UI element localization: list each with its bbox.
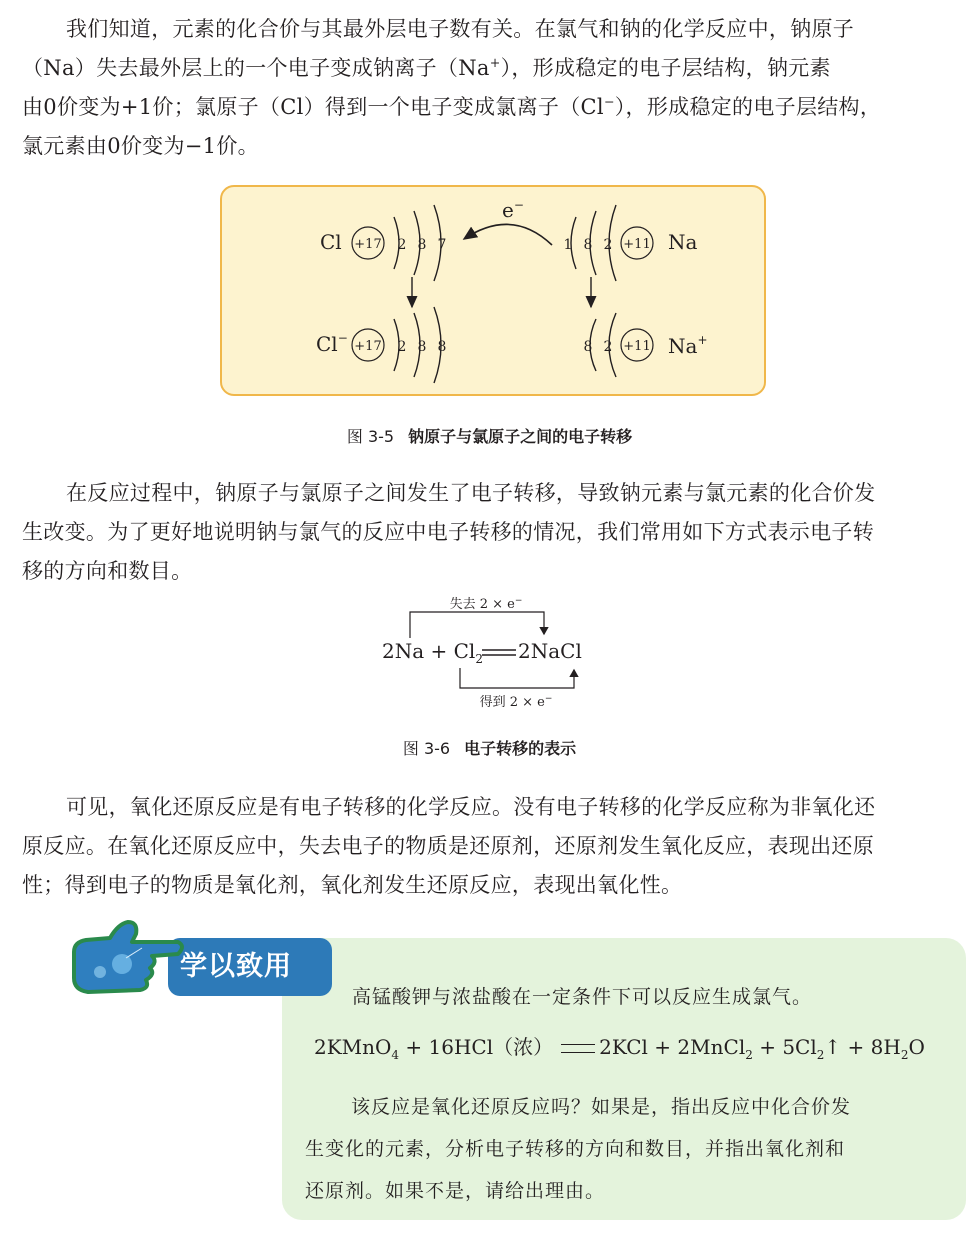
text-line: 性；得到电子的物质是氧化剂，氧化剂发生还原反应，表现出氧化性。 — [22, 873, 683, 897]
body-paragraph — [22, 474, 966, 591]
shell-count: 2 — [603, 339, 613, 355]
shell-count: 8 — [417, 339, 427, 355]
na-nucleus: +11 — [623, 237, 651, 252]
shell-count: 1 — [563, 237, 573, 253]
transfer-arrow — [464, 224, 552, 245]
figure-caption — [0, 424, 979, 447]
text-line: 可见，氧化还原反应是有电子转移的化学反应。没有电子转移的化学反应称为非氧化还 — [66, 795, 876, 819]
practice-intro: 高锰酸钾与浓盐酸在一定条件下可以反应生成氯气。 — [352, 986, 813, 1008]
text-line — [22, 88, 966, 127]
eq-part: O — [908, 1035, 925, 1059]
eq-sub: 2 — [816, 1048, 825, 1062]
cl-ion-nucleus: +17 — [354, 339, 382, 354]
text-segment: ），形成稳定的电子层结构， — [614, 95, 882, 119]
eq-sub: 2 — [900, 1048, 909, 1062]
caption-number: 图 3-5 — [346, 427, 395, 446]
cl-ion-symbol: Cl− — [316, 331, 348, 356]
text-line: 我们知道，元素的化合价与其最外层电子数有关。在氯气和钠的化学反应中，钠原子 — [66, 17, 855, 41]
electron-transfer-figure — [220, 185, 766, 396]
eq-part: 2KMnO — [314, 1035, 392, 1059]
gain-bracket — [460, 668, 574, 688]
equals-sign — [561, 1044, 595, 1053]
eq-part: 2KCl + 2MnCl — [599, 1035, 746, 1059]
shell-count: 7 — [437, 237, 447, 253]
na-symbol: Na — [668, 230, 698, 254]
text-line: 氯元素由0价变为−1价。 — [22, 134, 259, 158]
superscript: + — [489, 55, 501, 70]
text-line — [22, 49, 966, 88]
text-line: 原反应。在氧化还原反应中，失去电子的物质是还原剂，还原剂发生氧化反应，表现出还原 — [22, 834, 874, 858]
text-line: 生改变。为了更好地说明钠与氯气的反应中电子转移的情况，我们常用如下方式表示电子转 — [22, 520, 874, 544]
eq-part: ↑ + 8H — [824, 1035, 901, 1059]
cl-nucleus: +17 — [354, 237, 382, 252]
text-line: 在反应过程中，钠原子与氯原子之间发生了电子转移，导致钠元素与氯元素的化合价发 — [66, 481, 876, 505]
electron-label: e− — [502, 198, 524, 222]
text-line: 移的方向和数目。 — [22, 559, 193, 583]
question-line: 还原剂。如果不是，请给出理由。 — [305, 1180, 606, 1202]
text-segment: （Na）失去最外层上的一个电子变成钠离子（Na — [22, 56, 490, 80]
question-line: 生变化的元素，分析电子转移的方向和数目，并指出氧化剂和 — [305, 1138, 846, 1160]
text-segment: 由0价变为+1价；氯原子（Cl）得到一个电子变成氯离子（Cl — [22, 95, 604, 119]
electron-transfer-equation — [380, 592, 610, 716]
na-ion-nucleus: +11 — [623, 339, 651, 354]
eq-part: + 5Cl — [752, 1035, 817, 1059]
gain-electrons-label: 得到 2 × e− — [479, 694, 553, 710]
electron-transfer-diagram — [222, 187, 768, 398]
equation-lhs: $2Na + Cl_2$ — [382, 639, 483, 666]
shell-count: 8 — [417, 237, 427, 253]
cl-symbol: Cl — [320, 230, 342, 254]
eq-sub: 2 — [745, 1048, 753, 1062]
practice-equation — [314, 1026, 925, 1068]
lose-electrons-label: 失去 2 × e− — [449, 596, 523, 612]
pointing-hand-icon — [66, 918, 186, 1000]
practice-badge — [168, 938, 332, 996]
text-segment: ），形成稳定的电子层结构，钠元素 — [500, 56, 831, 80]
body-paragraph — [22, 788, 966, 905]
lose-bracket — [410, 612, 544, 638]
caption-text: 钠原子与氯原子之间的电子转移 — [408, 427, 633, 446]
shell-count: 8 — [583, 339, 593, 355]
shell-count: 2 — [603, 237, 613, 253]
caption-text: 电子转移的表示 — [464, 739, 577, 758]
shell-count: 8 — [437, 339, 447, 355]
na-ion-symbol: Na+ — [668, 333, 708, 358]
equation-rhs: 2NaCl — [518, 639, 582, 663]
question-line: 该反应是氧化还原反应吗？如果是，指出反应中化合价发 — [351, 1096, 852, 1118]
practice-question — [305, 1086, 945, 1212]
eq-part: + 16HCl（浓） — [399, 1035, 554, 1059]
figure-caption — [0, 736, 979, 759]
caption-number: 图 3-6 — [402, 739, 451, 758]
superscript: − — [603, 94, 615, 109]
shell-count: 2 — [397, 237, 407, 253]
intro-paragraph — [22, 10, 966, 166]
eq-sub: 4 — [391, 1048, 400, 1062]
shell-count: 2 — [397, 339, 407, 355]
shell-count: 8 — [583, 237, 593, 253]
badge-label: 学以致用 — [180, 951, 292, 982]
